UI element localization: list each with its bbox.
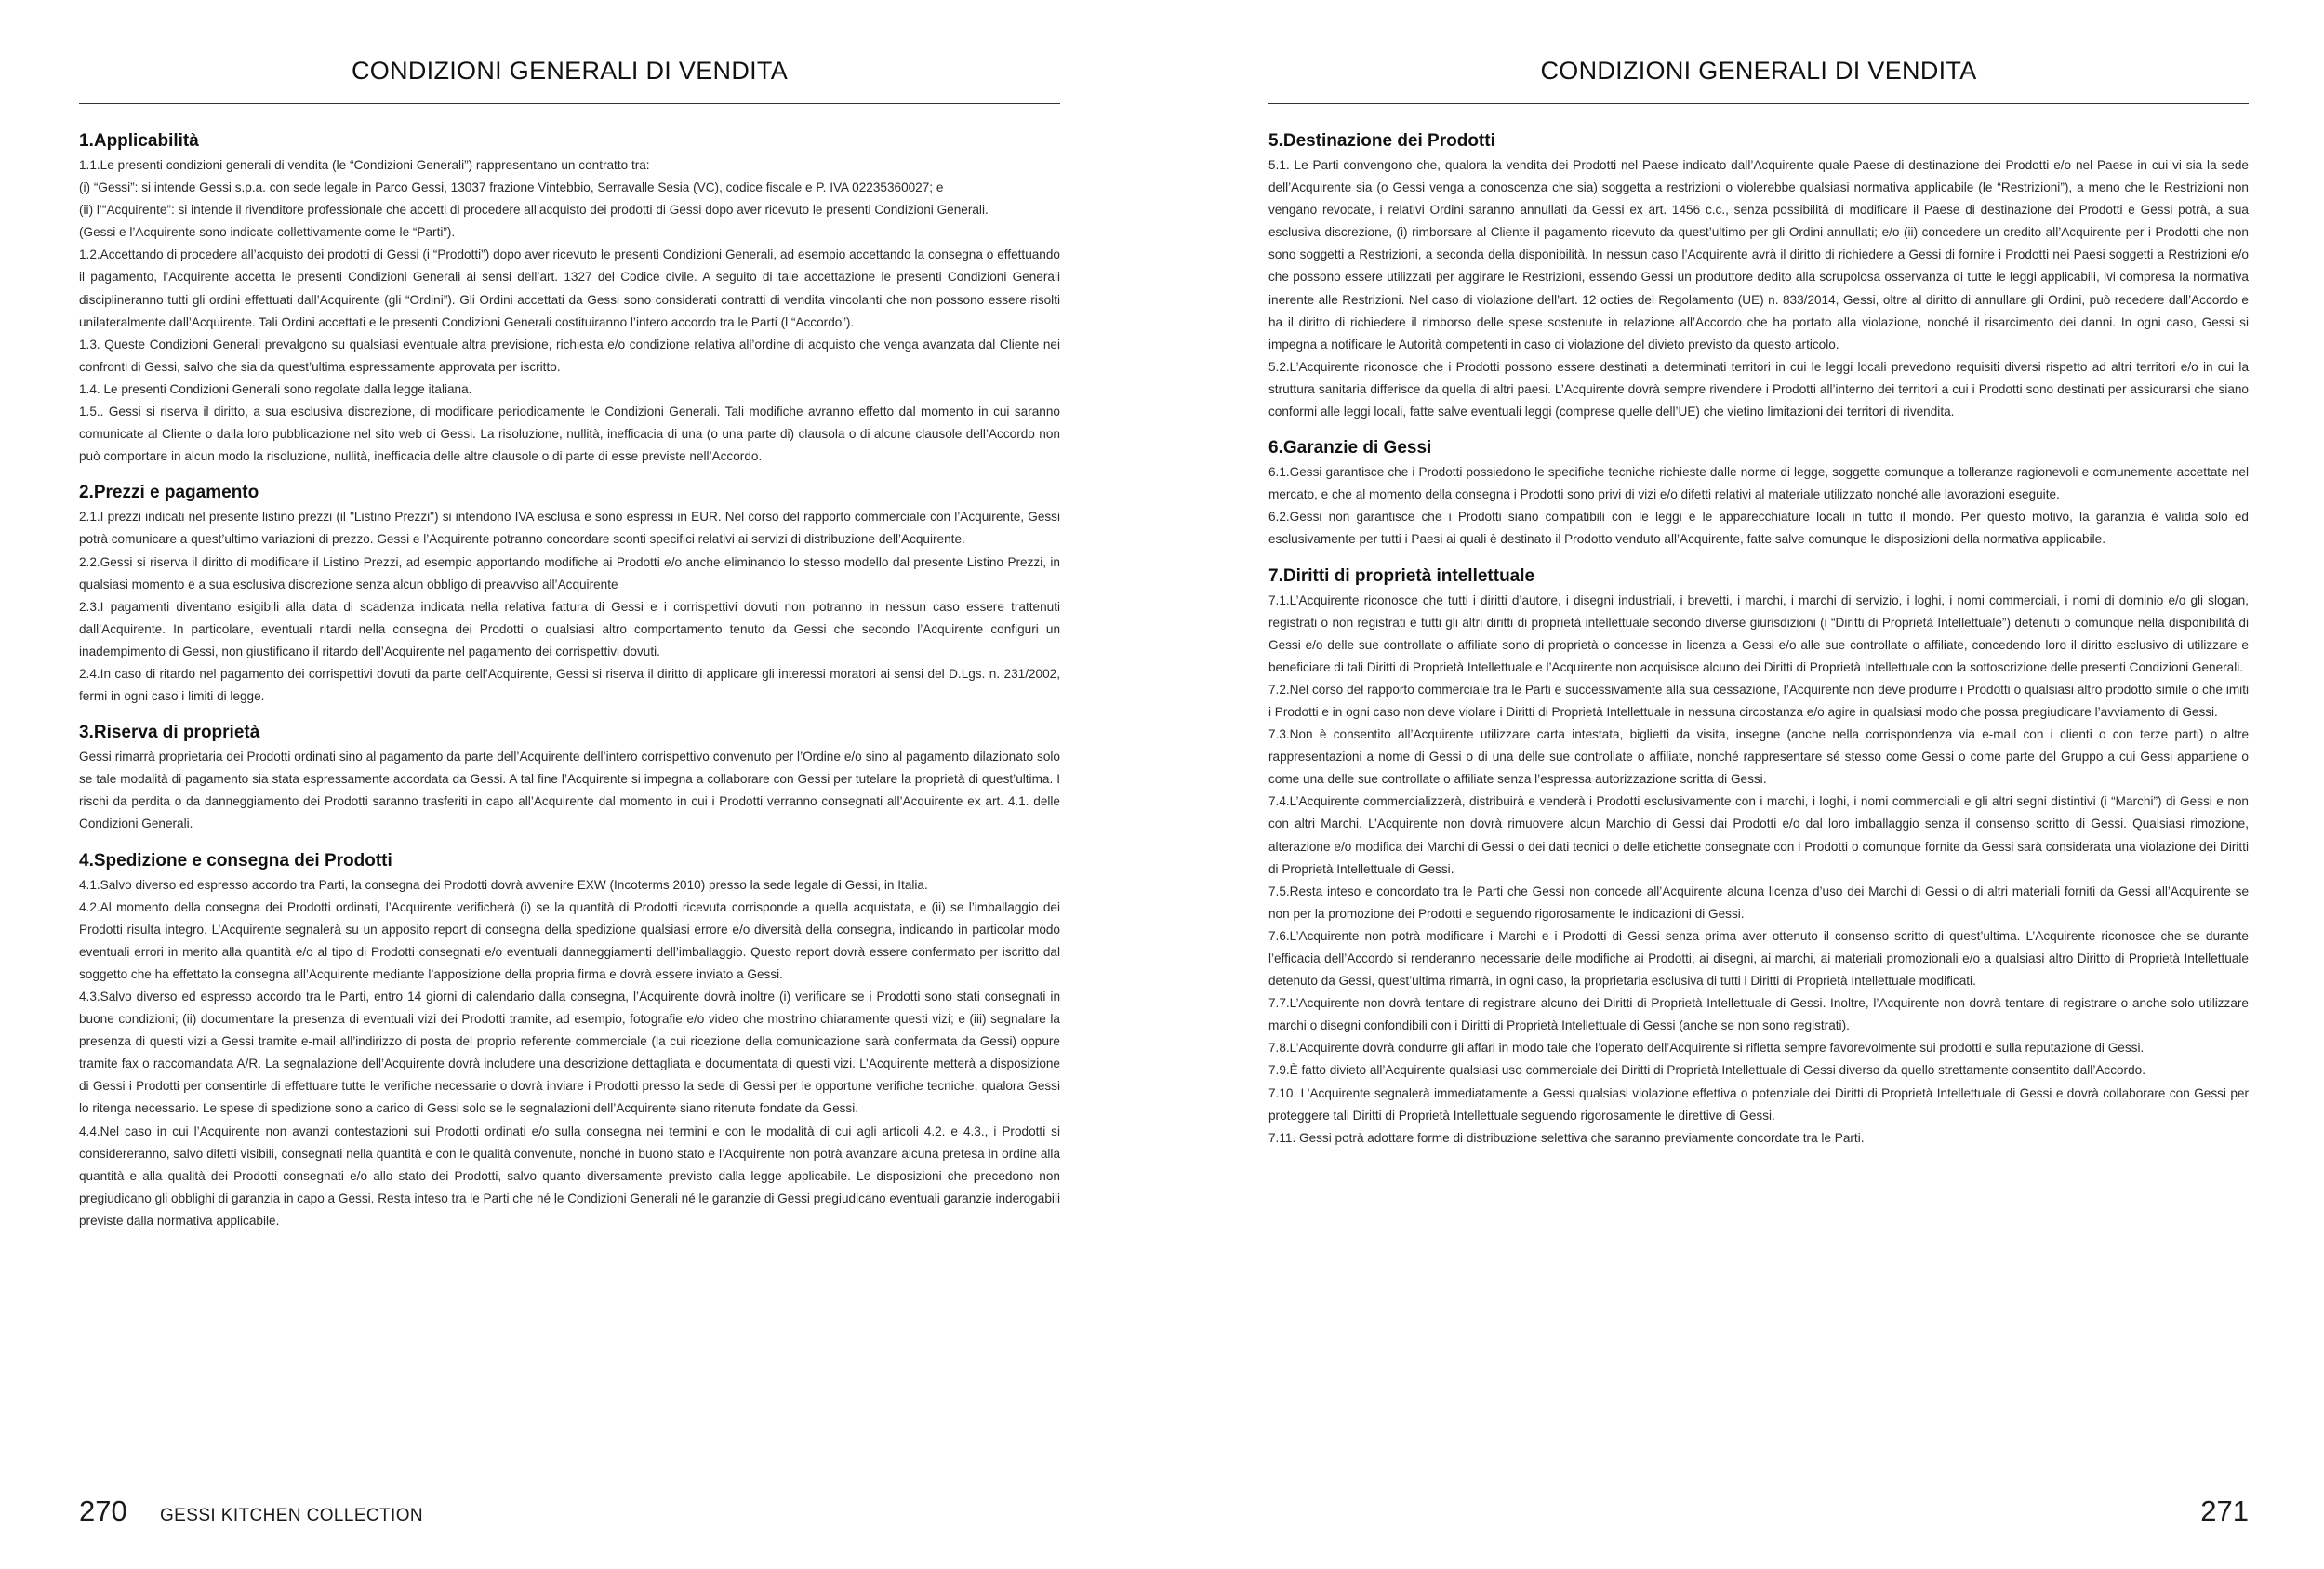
page-number-right: 271 [2200, 1495, 2249, 1527]
clause-paragraph: 6.1.Gessi garantisce che i Prodotti possiedono le specifiche tecniche richieste dalle norme di legge, soggette comunque a tolleranze ragionevoli e comunemente accettate nel mercato, e che al momento della consegna i Prodotti sono privi di vizi e/o difetti relativi al materiale utilizzato nonché alle lavorazioni eseguite. [1268, 465, 2249, 502]
clause-paragraph: 4.3.Salvo diverso ed espresso accordo tra le Parti, entro 14 giorni di calendario dalla consegna, l’Acquirente dovrà inoltre (i) verificare se i Prodotti sono stati consegnati in buone condizioni; (ii) documentare la presenza di eventuali vizi dei Prodotti tramite, ad esempio, fotografie e/o video che mostrino chiaramente questi vizi; e (iii) segnalare la presenza di questi vizi a Gessi tramite e-mail all’indirizzo di posta del proprio referente commerciale (la cui ricezione della comunicazione sarà confermata da Gessi) oppure tramite fax o raccomandata A/R. La segnalazione dell’Acquirente dovrà includere una descrizione dettagliata e documentata di questi vizi. L’Acquirente metterà a disposizione di Gessi i Prodotti per consentirle di effettuare tutte le verifiche necessarie o dovrà inviare i Prodotti presso la sede di Gessi per le opportune verifiche tecniche, qualora Gessi lo ritenga necessario. Le spese di spedizione sono a carico di Gessi solo se le segnalazioni dell’Acquirente siano ritenute fondate da Gessi. [79, 990, 1060, 1116]
section-title: 6.Garanzie di Gessi [1268, 438, 1432, 459]
clause-paragraph: 7.9.È fatto divieto all’Acquirente qualsiasi uso commerciale dei Diritti di Proprietà Intellettuale di Gessi diverso da quello strettamente consentito dall’Accordo. [1268, 1063, 2145, 1078]
section [79, 480, 1060, 708]
section [1268, 564, 2249, 1150]
clause-paragraph: 7.10. L’Acquirente segnalerà immediatamente a Gessi qualsiasi violazione effettiva o potenziale dei Diritti di Proprietà Intellettuale di Gessi e dovrà collaborare con Gessi per proteggere tali Diritti di Proprietà Intellettuale seguendo rigorosamente le direttive di Gessi. [1268, 1085, 2249, 1123]
section-title: 3.Riserva di proprietà [79, 723, 260, 743]
clause-paragraph: 7.3.Non è consentito all’Acquirente utilizzare carta intestata, biglietti da visita, insegne (anche nella corrispondenza via e-mail con i clienti o con terze parti) o altre rappresentazioni a nome di Gessi o di una delle sue controllate o affiliate, nonché rappresentare sé stesso come Gessi o come parte del Gruppo a cui Gessi appartiene o come una delle sue controllate o affiliate senza l’espressa autorizzazione scritta di Gessi. [1268, 727, 2249, 787]
clause-paragraph: 7.11. Gessi potrà adottare forme di distribuzione selettiva che saranno previamente concordate tra le Parti. [1268, 1130, 1865, 1145]
clause-paragraph: 1.3. Queste Condizioni Generali prevalgono su qualsiasi eventuale altra previsione, richiesta e/o condizione relativa all’ordine di acquisto che venga avanzata dal Cliente nei confronti di Gessi, salvo che sia da quest’ultima espressamente approvata per iscritto. [79, 337, 1060, 374]
clause-paragraph: (i) “Gessi”: si intende Gessi s.p.a. con sede legale in Parco Gessi, 13037 frazione Vintebbio, Serravalle Sesia (VC), codice fiscale e P. IVA 02235360027; e [79, 180, 944, 195]
clause-paragraph: 4.2.Al momento della consegna dei Prodotti ordinati, l’Acquirente verificherà (i) se la quantità di Prodotti ricevuta corrisponde a quella acquistata, e (ii) se l’imballaggio dei Prodotti risulta integro. L’Acquirente segnalerà su un apposito report di consegna della spedizione qualsiasi errore e/o diversità della consegna, indicando in particolar modo eventuali errori in merito alla quantità e/o al tipo di Prodotti consegnati e/o eventuali danneggiamenti dell’imballaggio. Questo report dovrà essere confermato per iscritto dal soggetto che ha effettato la consegna all’Acquirente mediante l’apposizione della propria firma e dovrà essere inviato a Gessi. [79, 899, 1060, 981]
content-right [1268, 128, 2249, 1162]
clause-paragraph: 5.2.L’Acquirente riconosce che i Prodotti possono essere destinati a determinati territori in cui le leggi locali prevedono requisiti diversi rispetto ad altri territori e/o in cui la struttura sanitaria differisce da quella di altri paesi. L’Acquirente dovrà sempre rivendere i Prodotti all’interno dei territori a cui i Prodotti sono destinati per assicurarsi che siano conformi alle leggi locali, fatte salve eventuali leggi (comprese quelle dell’UE) che vietino limitazioni dei territori di rivendita. [1268, 359, 2249, 419]
clause-paragraph: 7.7.L’Acquirente non dovrà tentare di registrare alcuno dei Diritti di Proprietà Intellettuale di Gessi. Inoltre, l’Acquirente non dovrà tentare di registrare o anche solo utilizzare marchi o disegni confondibili con i Diritti di Proprietà Intellettuale di Gessi (anche se non sono registrati). [1268, 996, 2249, 1033]
section [1268, 128, 2249, 423]
clause-paragraph: 2.2.Gessi si riserva il diritto di modificare il Listino Prezzi, ad esempio apportando modifiche ai Prodotti e/o anche eliminando lo stesso modello dal presente Listino Prezzi, in qualsiasi momento e a sua esclusiva discrezione senza alcun obbligo di preavviso all’Acquirente [79, 554, 1060, 592]
clause-paragraph: 7.5.Resta inteso e concordato tra le Parti che Gessi non concede all’Acquirente alcuna licenza d’uso dei Marchi di Gessi o di altri materiali forniti da Gessi all’Acquirente se non per la promozione dei Prodotti e seguendo rigorosamente le indicazioni di Gessi. [1268, 884, 2249, 921]
section [79, 128, 1060, 468]
footer-collection-label: GESSI KITCHEN COLLECTION [160, 1506, 424, 1525]
section-title: 7.Diritti di proprietà intellettuale [1268, 565, 1535, 586]
section [79, 848, 1060, 1233]
page-title-right: CONDIZIONI GENERALI DI VENDITA [1540, 57, 1977, 85]
clause-paragraph: 1.4. Le presenti Condizioni Generali sono regolate dalla legge italiana. [79, 381, 472, 396]
clause-paragraph: 7.1.L’Acquirente riconosce che tutti i diritti d’autore, i disegni industriali, i brevetti, i marchi, i marchi di servizio, i loghi, i nomi commerciali, i nomi di dominio e/o gli slogan, registrati o non registrati e tutti gli altri diritti di proprietà intellettuale secondo diverse giurisdizioni (i “Diritti di Proprietà Intellettuale”) detenuti o comunque nella disponibilità di Gessi e/o delle sue controllate o affiliate sono di proprietà o concesse in licenza a Gessi e/o alle sue controllate o affiliate, concedendo loro il diritto esclusivo di utilizzare e beneficiare di tali Diritti di Proprietà Intellettuale e l’Acquirente non acquisisce alcuno dei Diritti di Proprietà Intellettuale con la sottoscrizione delle presenti Condizioni Generali. [1268, 592, 2249, 674]
clause-paragraph: 7.6.L’Acquirente non potrà modificare i Marchi e i Prodotti di Gessi senza prima aver ottenuto il consenso scritto di quest’ultima. L’Acquirente riconosce che se durante l’efficacia dell’Accordo si renderanno necessarie delle modifiche ai Prodotti, ai disegni, ai marchi, ai materiali promozionali e/o a qualsiasi altro Diritto di Proprietà Intellettuale detenuto da Gessi, quest’ultima rimarrà, in ogni caso, la proprietaria esclusiva di tutti i Diritti di Proprietà Intellettuale modificati. [1268, 928, 2249, 989]
clause-paragraph: 7.4.L’Acquirente commercializzerà, distribuirà e venderà i Prodotti esclusivamente con i marchi, i loghi, i nomi commerciali e gli altri segni distintivi (i “Marchi”) di Gessi e non con altri Marchi. L’Acquirente non dovrà rimuovere alcun Marchio di Gessi dai Prodotti e/o dal loro imballaggio senza il consenso scritto di Gessi. Qualsiasi rimozione, alterazione e/o modifica dei Marchi di Gessi o dei dati tecnici o delle etichette consegnate con i Prodotti o comunque fornite da Gessi sarà considerata una violazione dei Diritti di Proprietà Intellettuale di Gessi. [1268, 794, 2249, 876]
section-title: 5.Destinazione dei Prodotti [1268, 131, 1495, 151]
section-title: 2.Prezzi e pagamento [79, 483, 259, 503]
section-title: 4.Spedizione e consegna dei Prodotti [79, 850, 392, 871]
clause-paragraph: 2.3.I pagamenti diventano esigibili alla data di scadenza indicata nella relativa fattura di Gessi e i corrispettivi dovuti non potranno in nessun caso essere trattenuti dall’Acquirente. In particolare, eventuali ritardi nella consegna dei Prodotti o qualsiasi altro comportamento tenuto da Gessi che secondo l’Acquirente configuri un inadempimento di Gessi, non giustificano il ritardo dell’Acquirente nel pagamento dei corrispettivi dovuti. [79, 599, 1060, 658]
clause-paragraph: Gessi rimarrà proprietaria dei Prodotti ordinati sino al pagamento da parte dell’Acquirente dell’intero corrispettivo convenuto per l’Ordine e/o sino al pagamento dilazionato solo se tale modalità di pagamento sia stata espressamente accordata da Gessi. A tal fine l’Acquirente si impegna a collaborare con Gessi per tutelare la proprietà di quest’ultima. I rischi da perdita o da danneggiamento dei Prodotti saranno trasferiti in capo all’Acquirente dal momento in cui i Prodotti verranno consegnati all’Acquirente ex art. 4.1. delle Condizioni Generali. [79, 750, 1060, 831]
clause-paragraph: 1.2.Accettando di procedere all’acquisto dei prodotti di Gessi (i “Prodotti”) dopo aver ricevuto le presenti Condizioni Generali, ad esempio accettando la consegna o effettuando il pagamento, l’Acquirente accetta le presenti Condizioni Generali ai sensi dell’art. 1327 del Codice civile. A seguito di tale accettazione le presenti Condizioni Generali disciplineranno tutti gli ordini effettuati dall’Acquirente (gli “Ordini”). Gli Ordini accettati da Gessi sono considerati contratti di vendita vincolanti che non possono essere risolti unilateralmente dall’Acquirente. Tali Ordini accettati e le presenti Condizioni Generali costituiranno l’intero accordo tra le Parti (l “Accordo”). [79, 247, 1060, 329]
section-title: 1.Applicabilità [79, 131, 199, 151]
clause-paragraph: 6.2.Gessi non garantisce che i Prodotti siano compatibili con le leggi e le apparecchiature locali in tutto il mondo. Per questo motivo, la garanzia è valida solo ed esclusivamente per tutti i Paesi ai quali è destinato il Prodotto venduto all’Acquirente, fatte salve comunque le disposizioni della normativa applicabile. [1268, 510, 2249, 547]
page-number-left: 270 [79, 1495, 127, 1527]
page-right [1162, 0, 2324, 1569]
clause-paragraph: (Gessi e l’Acquirente sono indicate collettivamente come le “Parti”). [79, 225, 456, 240]
clause-paragraph: 7.2.Nel corso del rapporto commerciale tra le Parti e successivamente alla sua cessazione, l’Acquirente non deve produrre i Prodotti o qualsiasi altro prodotto simile o che imiti i Prodotti e in ogni caso non deve violare i Diritti di Proprietà Intellettuale in nessuna circostanza e/o agire in qualsiasi modo che possa pregiudicare l’avviamento di Gessi. [1268, 682, 2249, 719]
clause-paragraph: 2.1.I prezzi indicati nel presente listino prezzi (il "Listino Prezzi") si intendono IVA esclusa e sono espressi in EUR. Nel corso del rapporto commerciale con l’Acquirente, Gessi potrà comunicare a quest’ultimo variazioni di prezzo. Gessi e l’Acquirente potranno concordare sconti specifici relativi ai servizi di distribuzione dell’Acquirente. [79, 510, 1060, 547]
clause-paragraph: 2.4.In caso di ritardo nel pagamento dei corrispettivi dovuti da parte dell’Acquirente, Gessi si riserva il diritto di applicare gli interessi moratori ai sensi del D.Lgs. n. 231/2002, fermi in ogni caso i limiti di legge. [79, 666, 1060, 704]
section [79, 720, 1060, 835]
section [1268, 435, 2249, 551]
clause-paragraph: (ii) l’“Acquirente”: si intende il rivenditore professionale che accetti di procedere all’acquisto dei prodotti di Gessi dopo aver ricevuto le presenti Condizioni Generali. [79, 203, 989, 218]
clause-paragraph: 7.8.L’Acquirente dovrà condurre gli affari in modo tale che l’operato dell’Acquirente si rifletta sempre favorevolmente sui prodotti e sulla reputazione di Gessi. [1268, 1041, 2145, 1056]
clause-paragraph: 5.1. Le Parti convengono che, qualora la vendita dei Prodotti nel Paese indicato dall’Acquirente quale Paese di destinazione dei Prodotti e/o nel Paese in cui vi sia la sede dell’Acquirente sia (o Gessi venga a conoscenza che sia) soggetta a restrizioni o violerebbe qualsiasi normativa applicabile (le “Restrizioni”), a meno che le Restrizioni non vengano revocate, i relativi Ordini saranno annullati da Gessi ex art. 1456 c.c., senza possibilità di modificare il Paese di destinazione dei Prodotti e Gessi potrà, a sua esclusiva discrezione, (i) rimborsare al Cliente il pagamento ricevuto da quest’ultimo per gli Ordini annullati; e/o (ii) concedere un credito all’Acquirente per i Prodotti che non sono soggetti a Restrizioni, a seconda della disponibilità. In nessun caso l’Acquirente avrà il diritto di richiedere a Gessi di fornire i Prodotti nei Paesi soggetti a Restrizioni e/o che possono essere utilizzati per aggirare le Restrizioni, essendo Gessi un produttore dedito alla scrupolosa osservanza di tutte le leggi applicabili, ivi compresa la normativa inerente alle Restrizioni. Nel caso di violazione dell’art. 12 octies del Regolamento (UE) n. 833/2014, Gessi, oltre al diritto di annullare gli Ordini, può recedere dall’Accordo e ha il diritto di richiedere il rimborso delle spese sostenute in relazione all’Accordo che ha portato alla violazione, nonché il risarcimento dei danni. In ogni caso, Gessi si impegna a notificare le Autorità competenti in caso di violazione del divieto previsto da questo articolo. [1268, 158, 2249, 352]
page-header-left [79, 52, 1060, 104]
content-left [79, 128, 1060, 1244]
clause-paragraph: 1.1.Le presenti condizioni generali di vendita (le “Condizioni Generali”) rappresentano un contratto tra: [79, 158, 650, 172]
page-header-right [1268, 52, 2249, 104]
clause-paragraph: 4.1.Salvo diverso ed espresso accordo tra Parti, la consegna dei Prodotti dovrà avvenire EXW (Incoterms 2010) presso la sede legale di Gessi, in Italia. [79, 877, 928, 892]
clause-paragraph: 4.4.Nel caso in cui l’Acquirente non avanzi contestazioni sui Prodotti ordinati e/o sulla consegna nei termini e con le modalità di cui agli articoli 4.2. e 4.3., i Prodotti si considereranno, salvo difetti visibili, consegnati nella quantità e con le qualità convenute, nonché in buono stato e l’Acquirente non potrà avanzare alcuna pretesa in ordine alla quantità e alla qualità dei Prodotti consegnati e/o allo stato dei Prodotti, salvo quanto diversamente previsto dalla legge applicabile. Le disposizioni che precedono non pregiudicano gli obblighi di garanzia in capo a Gessi. Resta inteso tra le Parti che né le Condizioni Generali né le garanzie di Gessi pregiudicano eventuali garanzie inderogabili previste dalla normativa applicabile. [79, 1124, 1060, 1228]
clause-paragraph: 1.5.. Gessi si riserva il diritto, a sua esclusiva discrezione, di modificare periodicamente le Condizioni Generali. Tali modifiche avranno effetto dal momento in cui saranno comunicate al Cliente o dalla loro pubblicazione nel sito web di Gessi. La risoluzione, nullità, inefficacia di una (o una parte di) clausola o di alcune clausole dell’Accordo non può comportare in alcun modo la risoluzione, nullità, inefficacia delle altre clausole o di parte di esse previste nell’Accordo. [79, 405, 1060, 464]
page-title-left: CONDIZIONI GENERALI DI VENDITA [351, 57, 789, 85]
